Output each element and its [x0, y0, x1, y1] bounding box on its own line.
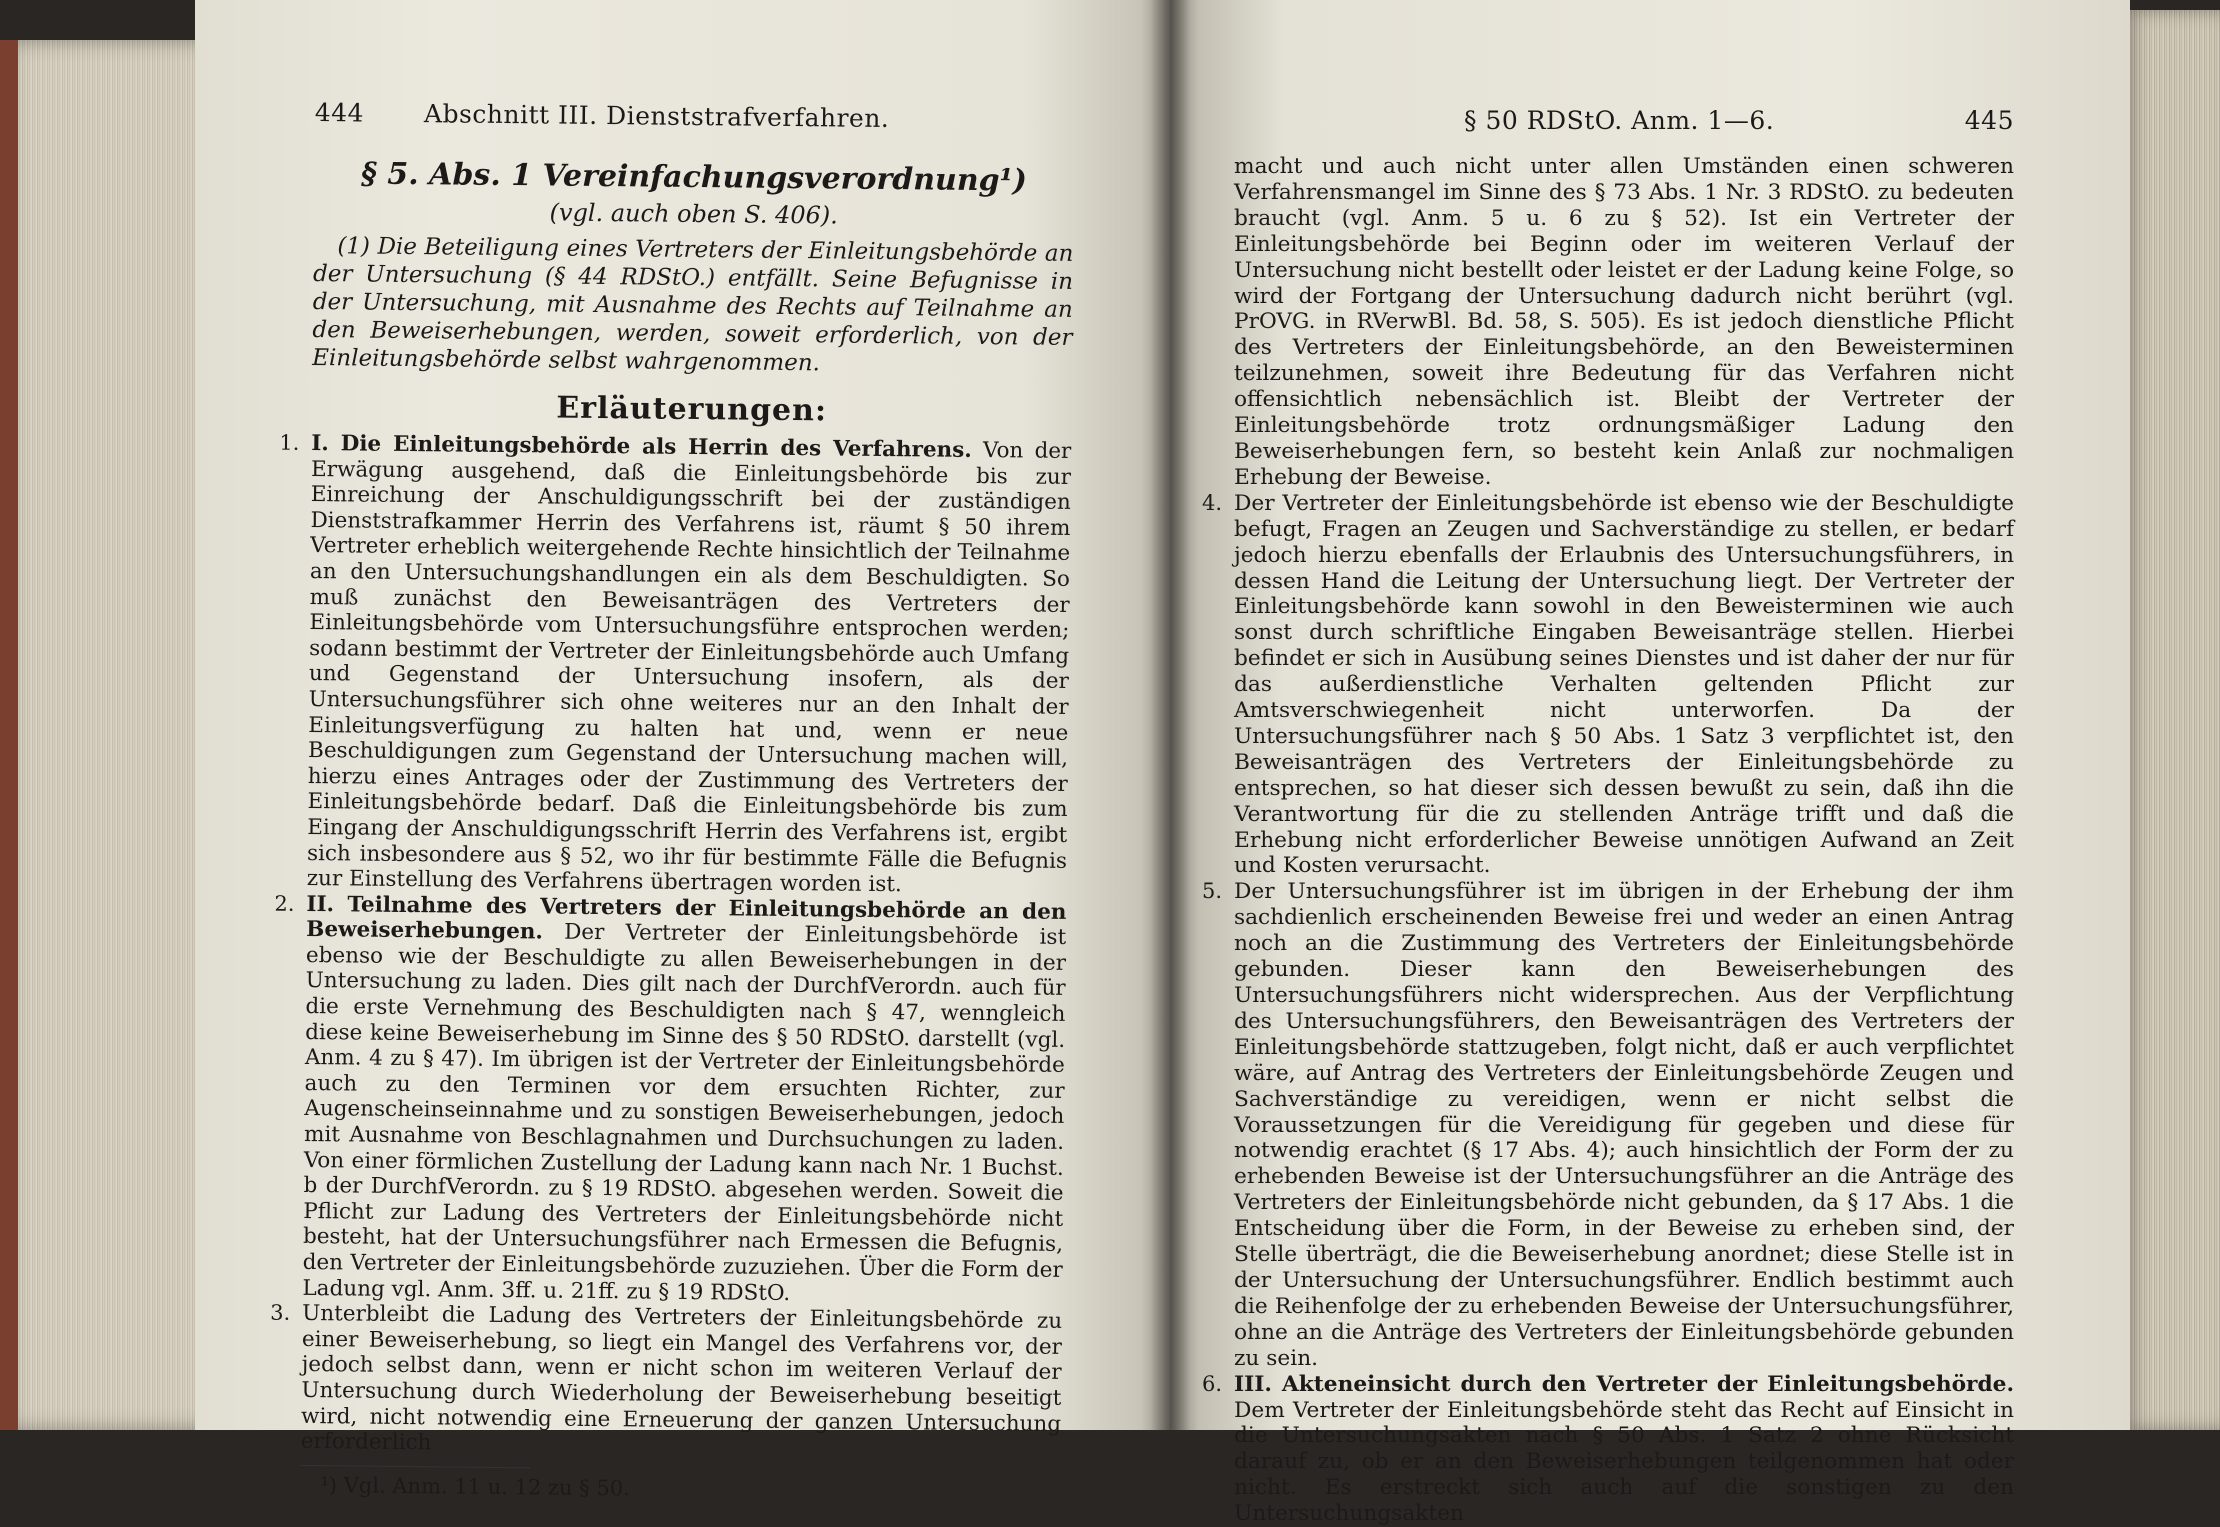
- section-subtitle: (vgl. auch oben S. 406).: [314, 194, 1074, 234]
- page-number: 444: [315, 97, 365, 127]
- right-header: [1234, 100, 2014, 140]
- page-edges-left: [0, 40, 223, 1430]
- left-page: [195, 0, 1170, 1430]
- footnote-rule: [301, 1465, 531, 1468]
- running-head: § 50 RDStO. Anm. 1—6.: [1234, 106, 1965, 135]
- annotation-text: Der Vertreter der Einleitungsbehörde ist ebenso wie der Beschuldigte zu allen Beweiserhebungen in der Untersuchung zu laden. Dies gilt nach der DurchfVerordn. auch für die erste Vernehmung des Beschuldigten nach § 47, wenngleich diese keine Beweiserhebung im Sinne des § 50 RDStO. darstellt (vgl. Anm. 4 zu § 47). Im übrigen ist der Vertreter der Einleitungsbehörde auch zu den Terminen vor dem ersuchten Richter, zur Augenscheinseinnahme und zu sonstigen Beweiserhebungen, jedoch mit Ausnahme von Beschlagnahmen und Durchsuchungen zu laden. Von einer förmlichen Zustellung der Ladung kann nach Nr. 1 Buchst. b der DurchfVerordn. zu § 19 RDStO. abgesehen werden. Soweit die Pflicht zur Ladung des Vertreters der Einleitungsbehörde nicht besteht, hat der Untersuchungsführer nach Ermessen die Befugnis, den Vertreter der Einleitungsbehörde zuzuziehen. Über die Form der Ladung vgl. Anm. 3ff. u. 21ff. zu § 19 RDStO.: [302, 920, 1066, 1306]
- annotation-heading: II. Teilnahme des Vertreters der Einleitungsbehörde an den Beweiserhebungen.: [306, 892, 1066, 945]
- annotation-number: 1.: [279, 431, 299, 457]
- erlaeuterungen-heading: Erläuterungen:: [312, 388, 1072, 431]
- annotation-number: 3.: [270, 1301, 290, 1327]
- annotation-text: Von der Erwägung ausgehend, daß die Einleitungsbehörde bis zur Einreichung der Anschuldigungsschrift bei der zuständigen Dienststrafkammer Herrin des Verfahrens ist, räumt § 50 ihrem Vertreter erheblich weitergehende Rechte hinsichtlich der Teilnahme an den Untersuchungshandlungen ein als dem Beschuldigten. So muß zunächst den Beweisanträgen des Vertreters der Einleitungsbehörde vom Untersuchungsführe entsprochen werden; sodann bestimmt der Vertreter der Einleitungsbehörde auch Umfang und Gegenstand der Untersuchung insofern, als der Untersuchungsführer sich ohne weiteres nur an den Inhalt der Einleitungsverfügung zu halten hat und, wenn er neue Beschuldigungen zum Gegenstand der Untersuchung machen will, hierzu eines Antrages oder der Zustimmung des Vertreters der Einleitungsbehörde bedarf. Daß die Einleitungsbehörde bis zum Eingang der Anschuldigungsschrift Herrin des Verfahrens ist, ergibt sich insbesondere aus § 52, wo ihr für bestimmte Fälle die Befugnis zur Einstellung des Verfahrens übertragen worden ist.: [307, 438, 1072, 897]
- right-page: [1170, 0, 2130, 1430]
- page-edges-right: [2120, 10, 2220, 1430]
- annotation-continuation: [1234, 154, 2014, 491]
- annotation: [307, 431, 1072, 900]
- footnote: ¹) Vgl. Anm. 11 u. 12 zu § 50.: [300, 1472, 1060, 1506]
- annotation: [1234, 1372, 2014, 1527]
- annotation: [301, 1301, 1063, 1463]
- book-gutter: [1150, 0, 1190, 1430]
- right-page-content: [1234, 100, 2014, 1527]
- annotation: [302, 892, 1066, 1309]
- page-number: 445: [1965, 106, 2014, 135]
- annotation: [1234, 491, 2014, 880]
- annotation-number: 2.: [274, 891, 294, 917]
- annotation-number: 5.: [1202, 879, 1222, 905]
- annotation-heading: III. Akteneinsicht durch den Vertreter der Einleitungsbehörde.: [1234, 1372, 2014, 1397]
- annotation-number: 4.: [1202, 491, 1222, 517]
- annotation-number: 6.: [1202, 1372, 1222, 1398]
- annotation-text: macht und auch nicht unter allen Umständen einen schweren Verfahrensmangel im Sinne des § 73 Abs. 1 Nr. 3 RDStO. zu bedeuten braucht (vgl. Anm. 5 u. 6 zu § 52). Ist ein Vertreter der Einleitungsbehörde bei Beginn oder im weiteren Verlauf der Untersuchung nicht bestellt oder leistet er der Ladung keine Folge, so wird der Fortgang der Untersuchung dadurch nicht berührt (vgl. PrOVG. in RVerwBl. Bd. 58, S. 505). Es ist jedoch dienstliche Pflicht des Vertreters der Einleitungsbehörde, an den Beweisterminen teilzunehmen, soweit ihre Bedeutung für das Verfahren nicht offensichtlich nebensächlich ist. Bleibt der Vertreter der Einleitungsbehörde trotz ordnungsmäßiger Ladung den Beweiserhebungen fern, so besteht kein Anlaß zur nochmaligen Erhebung der Beweise.: [1234, 154, 2014, 490]
- annotation-text: Der Untersuchungsführer ist im übrigen in der Erhebung der ihm sachdienlich erscheinenden Beweise frei und weder an einen Antrag noch an die Zustimmung des Vertreters der Einleitungsbehörde gebunden. Dieser kann den Beweiserhebungen des Untersuchungsführers nicht widersprechen. Aus der Verpflichtung des Untersuchungsführers, den Beweisanträgen des Vertreters der Einleitungsbehörde stattzugeben, folgt nicht, daß er auch verpflichtet wäre, auf Antrag des Vertreters der Einleitungsbehörde Zeugen und Sachverständige zu vereidigen, wenn er nicht selbst die Voraussetzungen für die Vereidigung für gegeben und diese für notwendig erachtet (§ 17 Abs. 4); auch hinsichtlich der Form der zu erhebenden Beweise ist der Untersuchungsführer an die Anträge des Vertreters der Einleitungsbehörde nicht gebunden, da § 17 Abs. 1 die Entscheidung über die Form, in der Beweise zu erheben sind, der Stelle überträgt, die die Beweiserhebung anordnet; diese Stelle ist in der Untersuchung der Untersuchungsführer. Endlich bestimmt auch die Reihenfolge der zu erhebenden Beweise der Untersuchungsführer, ohne an die Anträge des Vertreters der Einleitungsbehörde gebunden zu sein.: [1234, 879, 2014, 1370]
- annotation-text: Dem Vertreter der Einleitungsbehörde steht das Recht auf Einsicht in die Untersuchungsakten nach § 50 Abs. 1 Satz 2 ohne Rücksicht darauf zu, ob er an den Beweiserhebungen teilgenommen hat oder nicht. Es erstreckt sich auch auf die sonstigen zu den Untersuchungsakten: [1234, 1398, 2014, 1527]
- annotation-heading: I. Die Einleitungsbehörde als Herrin des Verfahrens.: [311, 431, 972, 463]
- annotation-text: Unterbleibt die Ladung des Vertreters der Einleitungsbehörde zu einer Beweiserhebung, so liegt ein Mangel des Verfahrens vor, der jedoch selbst dann, wenn er nicht schon im weiteren Verlauf der Untersuchung durch Wiederholung der Beweiserhebung beseitigt wird, nicht notwendig eine Erneuerung der ganzen Untersuchung erforderlich: [301, 1301, 1063, 1455]
- law-text: (1) Die Beteiligung eines Vertreters der Einleitungsbehörde an der Untersuchung (§ 44 RDStO.) entfällt. Seine Befugnisse in der Untersuchung, mit Ausnahme des Rechts auf Teilnahme an den Beweiserhebungen, werden, soweit erforderlich, von der Einleitungsbehörde selbst wahrgenommen.: [312, 232, 1073, 380]
- annotation-text: Der Vertreter der Einleitungsbehörde ist ebenso wie der Beschuldigte befugt, Fragen an Zeugen und Sachverständige zu stellen, er bedarf jedoch hierzu ebenfalls der Erlaubnis des Untersuchungsführers, in dessen Hand die Leitung der Untersuchung liegt. Der Vertreter der Einleitungsbehörde kann sowohl in den Beweisterminen wie auch sonst durch schriftliche Eingaben Beweisanträge stellen. Hierbei befindet er sich in Ausübung seines Dienstes und ist daher der nur für das außerdienstliche Verhalten geltenden Pflicht zur Amtsverschwiegenheit nicht unterworfen. Da der Untersuchungsführer nach § 50 Abs. 1 Satz 3 verpflichtet ist, den Beweisanträgen des Vertreters der Einleitungsbehörde zu entsprechen, so hat dieser sich dessen bewußt zu sein, daß ihn die Verantwortung für die zu stellenden Anträge trifft und daß die Erhebung nicht erforderlicher Beweise unnötigen Aufwand an Zeit und Kosten verursacht.: [1234, 491, 2014, 879]
- left-header: [315, 92, 1075, 140]
- left-page-content: [300, 92, 1075, 1506]
- section-title: § 5. Abs. 1 Vereinfachungsverordnung¹): [314, 154, 1074, 202]
- running-head: Abschnitt III. Dienststrafverfahren.: [364, 98, 1075, 134]
- annotation: [1234, 879, 2014, 1371]
